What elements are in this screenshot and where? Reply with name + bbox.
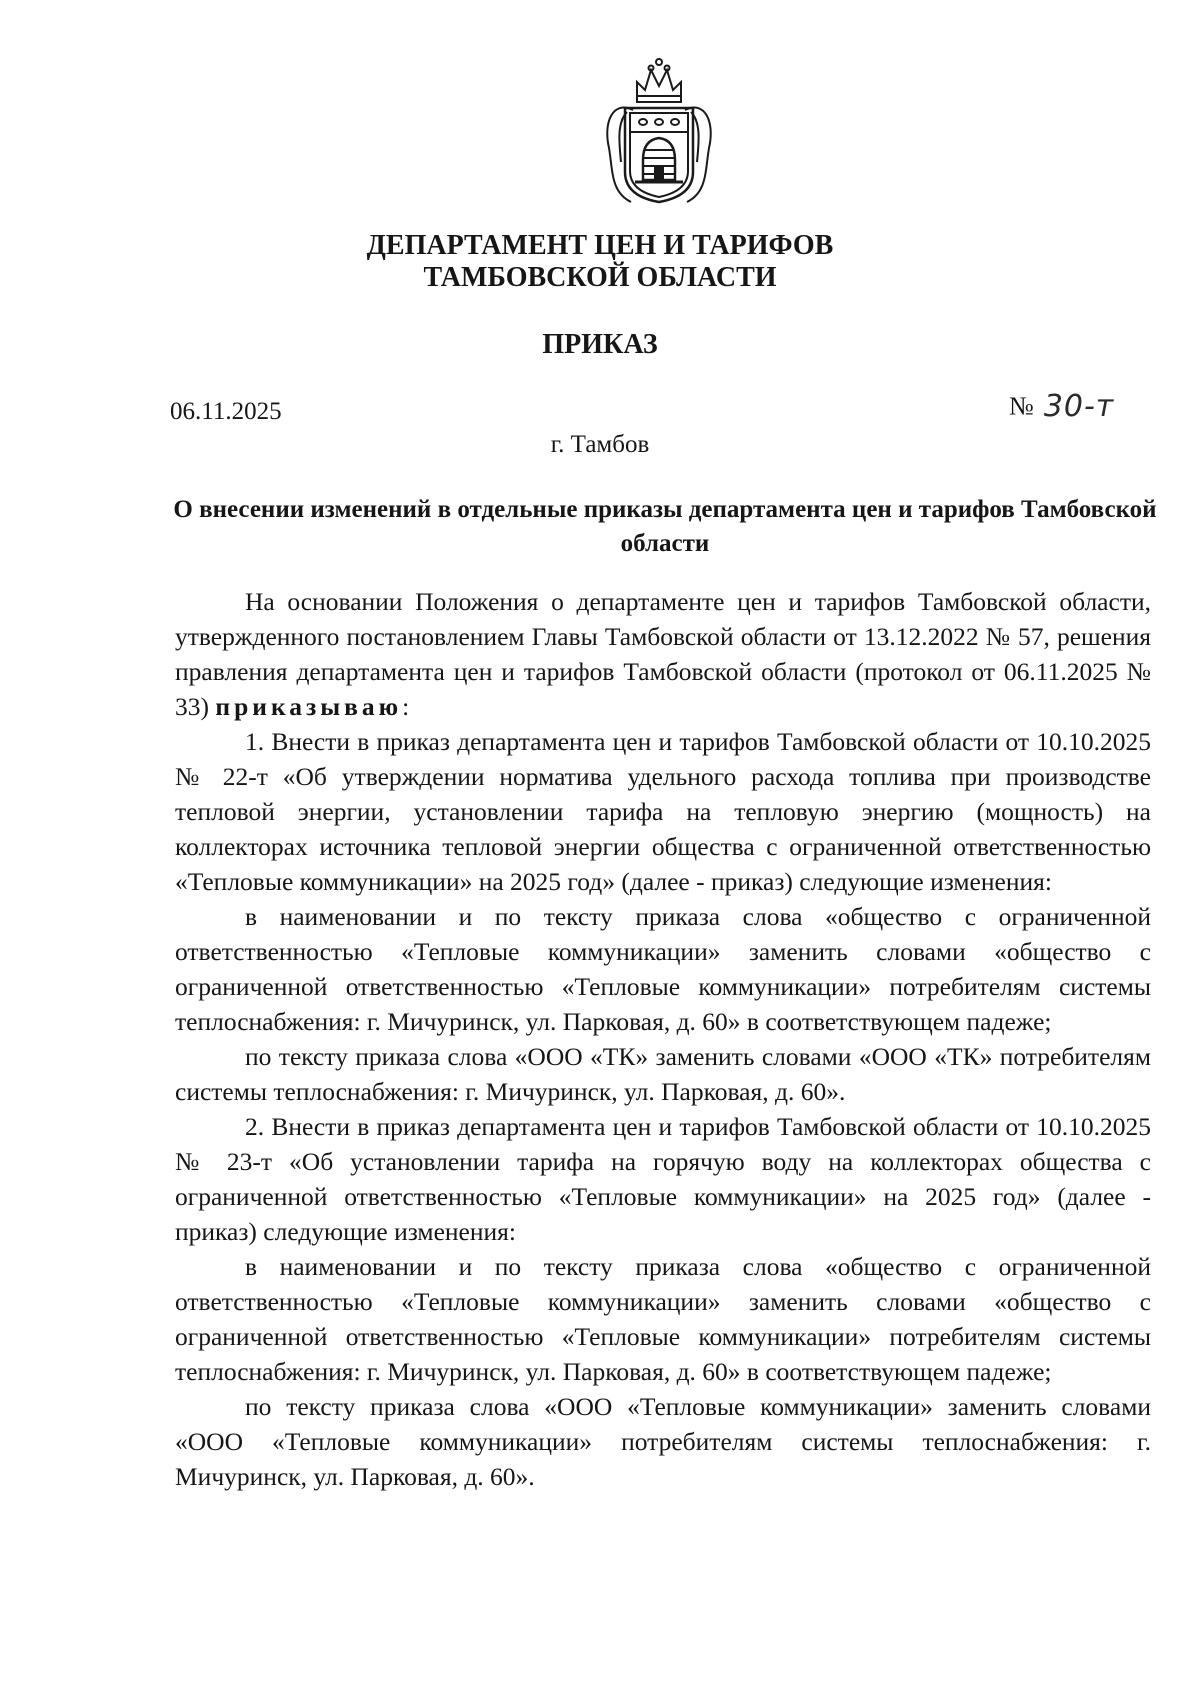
department-name [0,230,1200,294]
number-sign: № [1009,391,1034,421]
city: г. Тамбов [550,431,650,458]
order-number [1009,389,1114,424]
item-2-change-b: по тексту приказа слова «ООО «Тепловые коммуникации» заменить словами «ООО «Тепловые коммуникации» потребителям системы теплоснабжения: г. Мичуринск, ул. Парковая, д. 60». [175,1392,1151,1491]
item-2-change-a: в наименовании и по тексту приказа слова «общество с ограниченной ответственностью «Тепловые коммуникации» заменить словами «общество с ограниченной ответственностью «Тепловые коммуникации» потребителям системы теплоснабжения: г. Мичуринск, ул. Парковая, д. 60» в соответствующем падеже; [175,1252,1151,1386]
intro-paragraph [175,584,1151,724]
order-body [175,584,1151,1494]
item-1-change-b: по тексту приказа слова «ООО «ТК» заменить словами «ООО «ТК» потребителям системы теплоснабжения: г. Мичуринск, ул. Парковая, д. 60». [175,1042,1151,1106]
handwritten-number: 30-т [1043,389,1115,424]
item-2: 2. Внести в приказ департамента цен и тарифов Тамбовской области от 10.10.2025 № 23-т «Об установлении тарифа на горячую воду на коллекторах общества с ограниченной ответственностью «Тепловые коммуникации» на 2025 год» (далее - приказ) следующие изменения: [175,1112,1151,1246]
item-1: 1. Внести в приказ департамента цен и тарифов Тамбовской области от 10.10.2025 № 22-т «Об утверждении норматива удельного расхода топлива при производстве тепловой энергии, установлении тарифа на тепловую энергию (мощность) на коллекторах источника тепловой энергии общества с ограниченной ответственностью «Тепловые коммуникации» на 2025 год» (далее - приказ) следующие изменения: [175,727,1151,896]
decree-word: приказываю [215,692,403,721]
order-date: 06.11.2025 [170,398,282,425]
department-name-line2: ТАМБОВСКОЙ ОБЛАСТИ [423,262,777,293]
order-subject: О внесении изменений в отдельные приказы департамента цен и тарифов Тамбовской области [173,496,1157,557]
intro-text: На основании Положения о департаменте цен и тарифов Тамбовской области, утвержденного постановлением Главы Тамбовской области от 13.12.2022 № 57, решения правления департамента цен и тарифов Тамбовской области (протокол от 06.11.2025 № 33) [175,587,1151,721]
decree-suffix: : [402,692,410,721]
department-name-line1: ДЕПАРТАМЕНТ ЦЕН И ТАРИФОВ [366,230,834,261]
document-type: ПРИКАЗ [542,329,658,360]
item-1-change-a: в наименовании и по тексту приказа слова «общество с ограниченной ответственностью «Тепловые коммуникации» заменить словами «общество с ограниченной ответственностью «Тепловые коммуникации» потребителям системы теплоснабжения: г. Мичуринск, ул. Парковая, д. 60» в соответствующем падеже; [175,902,1151,1036]
tambov-coat-of-arms-icon [597,52,721,210]
